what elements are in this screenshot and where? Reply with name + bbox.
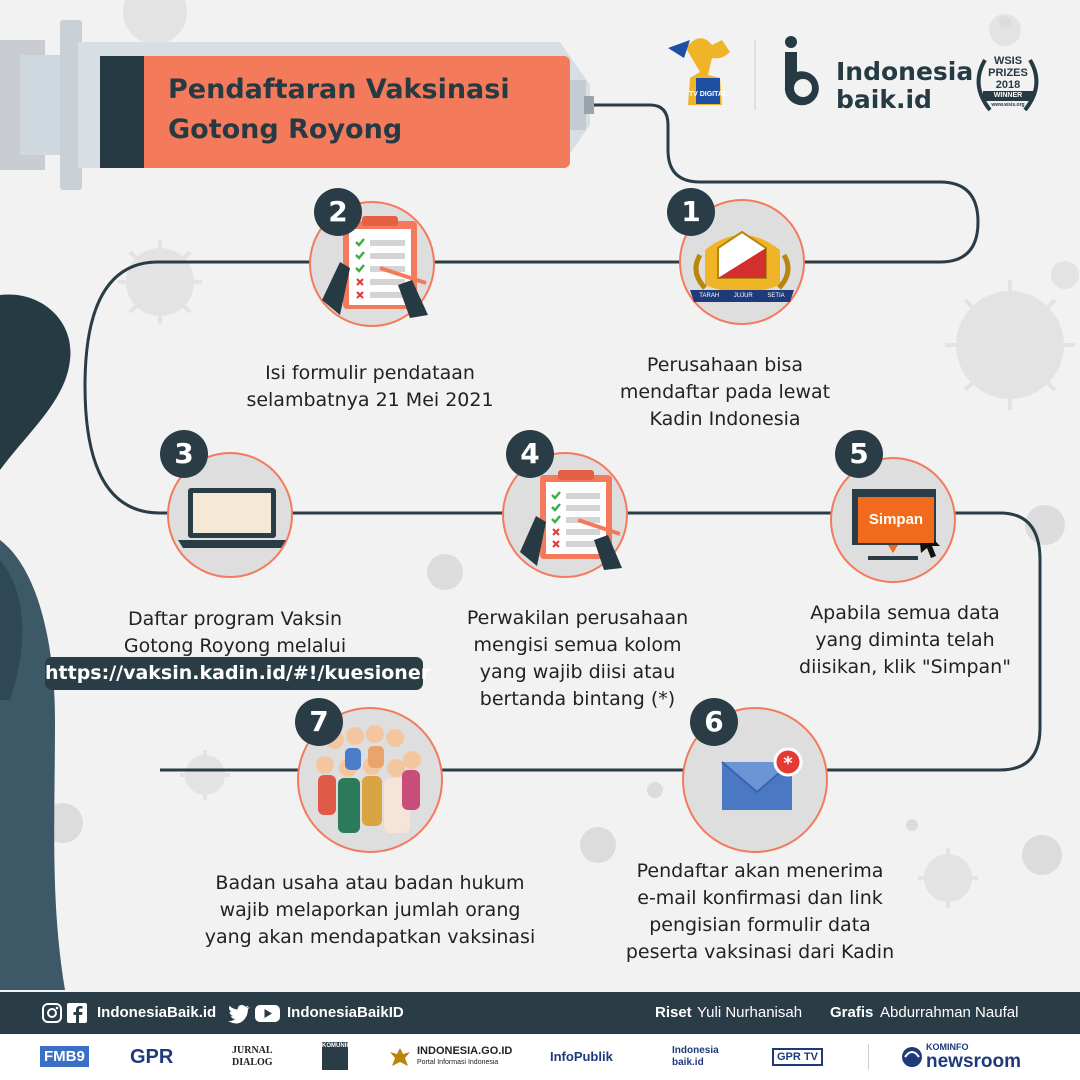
- title-line-2: Gotong Royong: [168, 114, 403, 145]
- gprtv-text: GPR TV: [772, 1048, 823, 1066]
- kadin-word-1: TARAH: [699, 293, 720, 299]
- step-5-badge: 5: [835, 430, 883, 478]
- step-4-line-3: yang wajib diisi atau: [479, 661, 676, 683]
- step-6-line-4: peserta vaksinasi dari Kadin: [625, 941, 895, 963]
- step-1-line-1: Perusahaan bisa: [646, 354, 804, 376]
- brand-line-2: baik.id: [836, 85, 932, 114]
- komunika-logo: [322, 1042, 355, 1070]
- kominfo-text: KOMINFO: [926, 1042, 969, 1052]
- step-4-text: [445, 605, 710, 713]
- step-7-line-1: Badan usaha atau badan hukum: [215, 872, 525, 894]
- jurnal-dialog-logo: [232, 1045, 273, 1069]
- kadin-url-link[interactable]: https://vaksin.kadin.id/#!/kuesioner: [45, 657, 423, 690]
- step-3-text: [90, 606, 380, 660]
- step-6-badge: 6: [690, 698, 738, 746]
- indonesiabaik-wordmark: [836, 58, 973, 114]
- kadin-ribbon-text: [692, 290, 792, 302]
- footer-bar: [0, 992, 1080, 1034]
- step-5-text: [785, 600, 1025, 681]
- step-5-line-1: Apabila semua data: [810, 602, 1000, 624]
- gprtv-logo: [772, 1034, 823, 1080]
- fmb9-text: FMB9: [40, 1046, 89, 1067]
- wsis-url: www.wsis.org: [991, 102, 1025, 108]
- step-6-line-2: e-mail konfirmasi dan link: [637, 887, 883, 909]
- garuda-icon: [388, 1046, 412, 1070]
- step-6-line-3: pengisian formulir data: [649, 914, 871, 936]
- wsis-winner: WINNER: [983, 91, 1033, 101]
- kadin-word-2: JUJUR: [733, 293, 753, 299]
- simpan-button: Simpan: [858, 497, 934, 543]
- grafis-label: Grafis: [830, 1004, 874, 1021]
- step-3-badge: 3: [160, 430, 208, 478]
- instagram-facebook-icons: [42, 1003, 88, 1023]
- step-6-line-1: Pendaftar akan menerima: [636, 860, 884, 882]
- step-4-badge: 4: [506, 430, 554, 478]
- step-2-badge: 2: [314, 188, 362, 236]
- riset-label: Riset: [655, 1004, 692, 1021]
- page-title: [168, 70, 510, 150]
- svg-text:*: *: [783, 753, 793, 774]
- dialog-text: DIALOG: [232, 1057, 273, 1068]
- step-3-line-2: Gotong Royong melalui: [123, 635, 347, 657]
- riset-name: Yuli Nurhanisah: [697, 1004, 803, 1021]
- step-7-badge: 7: [295, 698, 343, 746]
- kadin-word-3: SETIA: [767, 293, 785, 299]
- step-1-text: [600, 352, 850, 433]
- step-3-line-1: Daftar program Vaksin: [127, 608, 343, 630]
- step-7-line-2: wajib melaporkan jumlah orang: [219, 899, 521, 921]
- title-line-1: Pendaftaran Vaksinasi: [168, 74, 510, 105]
- person-hair: [0, 294, 70, 470]
- indonesiabaik-small-logo: Indonesia baik.id: [672, 1045, 719, 1068]
- kominfo-icon: [901, 1043, 923, 1071]
- logo-divider: [868, 1044, 869, 1070]
- indonesia-go-id-text: INDONESIA.GO.ID: [417, 1045, 513, 1057]
- step-2-text: [225, 360, 515, 414]
- indonesia-go-id-logo: [417, 1045, 512, 1068]
- brand-line-1: Indonesia: [836, 57, 974, 86]
- partner-logos: [0, 1034, 1080, 1080]
- jurnal-text: JURNAL: [232, 1045, 273, 1056]
- step-1-line-3: Kadin Indonesia: [649, 408, 801, 430]
- indonesia-go-id-sub: Portal Informasi Indonesia: [417, 1059, 499, 1066]
- step-2-line-1: Isi formulir pendataan: [265, 362, 475, 384]
- step-7-text: [185, 870, 555, 951]
- svg-text:TV DIGITAL: TV DIGITAL: [688, 91, 728, 98]
- wsis-line-1: WSIS: [993, 55, 1023, 67]
- wsis-line-2: PRIZES: [988, 67, 1028, 79]
- step-4-line-2: mengisi semua kolom: [473, 634, 682, 656]
- wsis-year: 2018: [995, 79, 1021, 91]
- fmb9-logo: [40, 1034, 89, 1080]
- twitter-youtube-icons: [228, 1004, 280, 1022]
- social-handle-1: IndonesiaBaik.id: [97, 1004, 217, 1021]
- step-4-line-4: bertanda bintang (*): [479, 688, 676, 710]
- tv-digital-mascot: [668, 38, 730, 105]
- social-handle-2: IndonesiaBaikID: [287, 1004, 404, 1021]
- gpr-logo: GPR: [130, 1046, 174, 1068]
- infopublik-logo: InfoPublik: [550, 1049, 613, 1064]
- step-1-badge: 1: [667, 188, 715, 236]
- kominfo-newsroom-logo: [926, 1042, 1021, 1072]
- indonesiabaik-logo-mark: [785, 36, 819, 105]
- step-6-text: [605, 858, 915, 966]
- step-2-line-2: selambatnya 21 Mei 2021: [246, 389, 494, 411]
- step-5-line-3: diisikan, klik "Simpan": [799, 656, 1011, 678]
- wsis-badge: [983, 55, 1033, 109]
- step-1-line-2: mendaftar pada lewat: [619, 381, 831, 403]
- step-7-line-3: yang akan mendapatkan vaksinasi: [204, 926, 536, 948]
- step-5-line-2: yang diminta telah: [815, 629, 995, 651]
- newsroom-text: newsroom: [926, 1051, 1022, 1072]
- step-4-line-1: Perwakilan perusahaan: [466, 607, 689, 629]
- komunika-text: KOMUNIKA: [322, 1043, 355, 1049]
- grafis-name: Abdurrahman Naufal: [880, 1004, 1019, 1021]
